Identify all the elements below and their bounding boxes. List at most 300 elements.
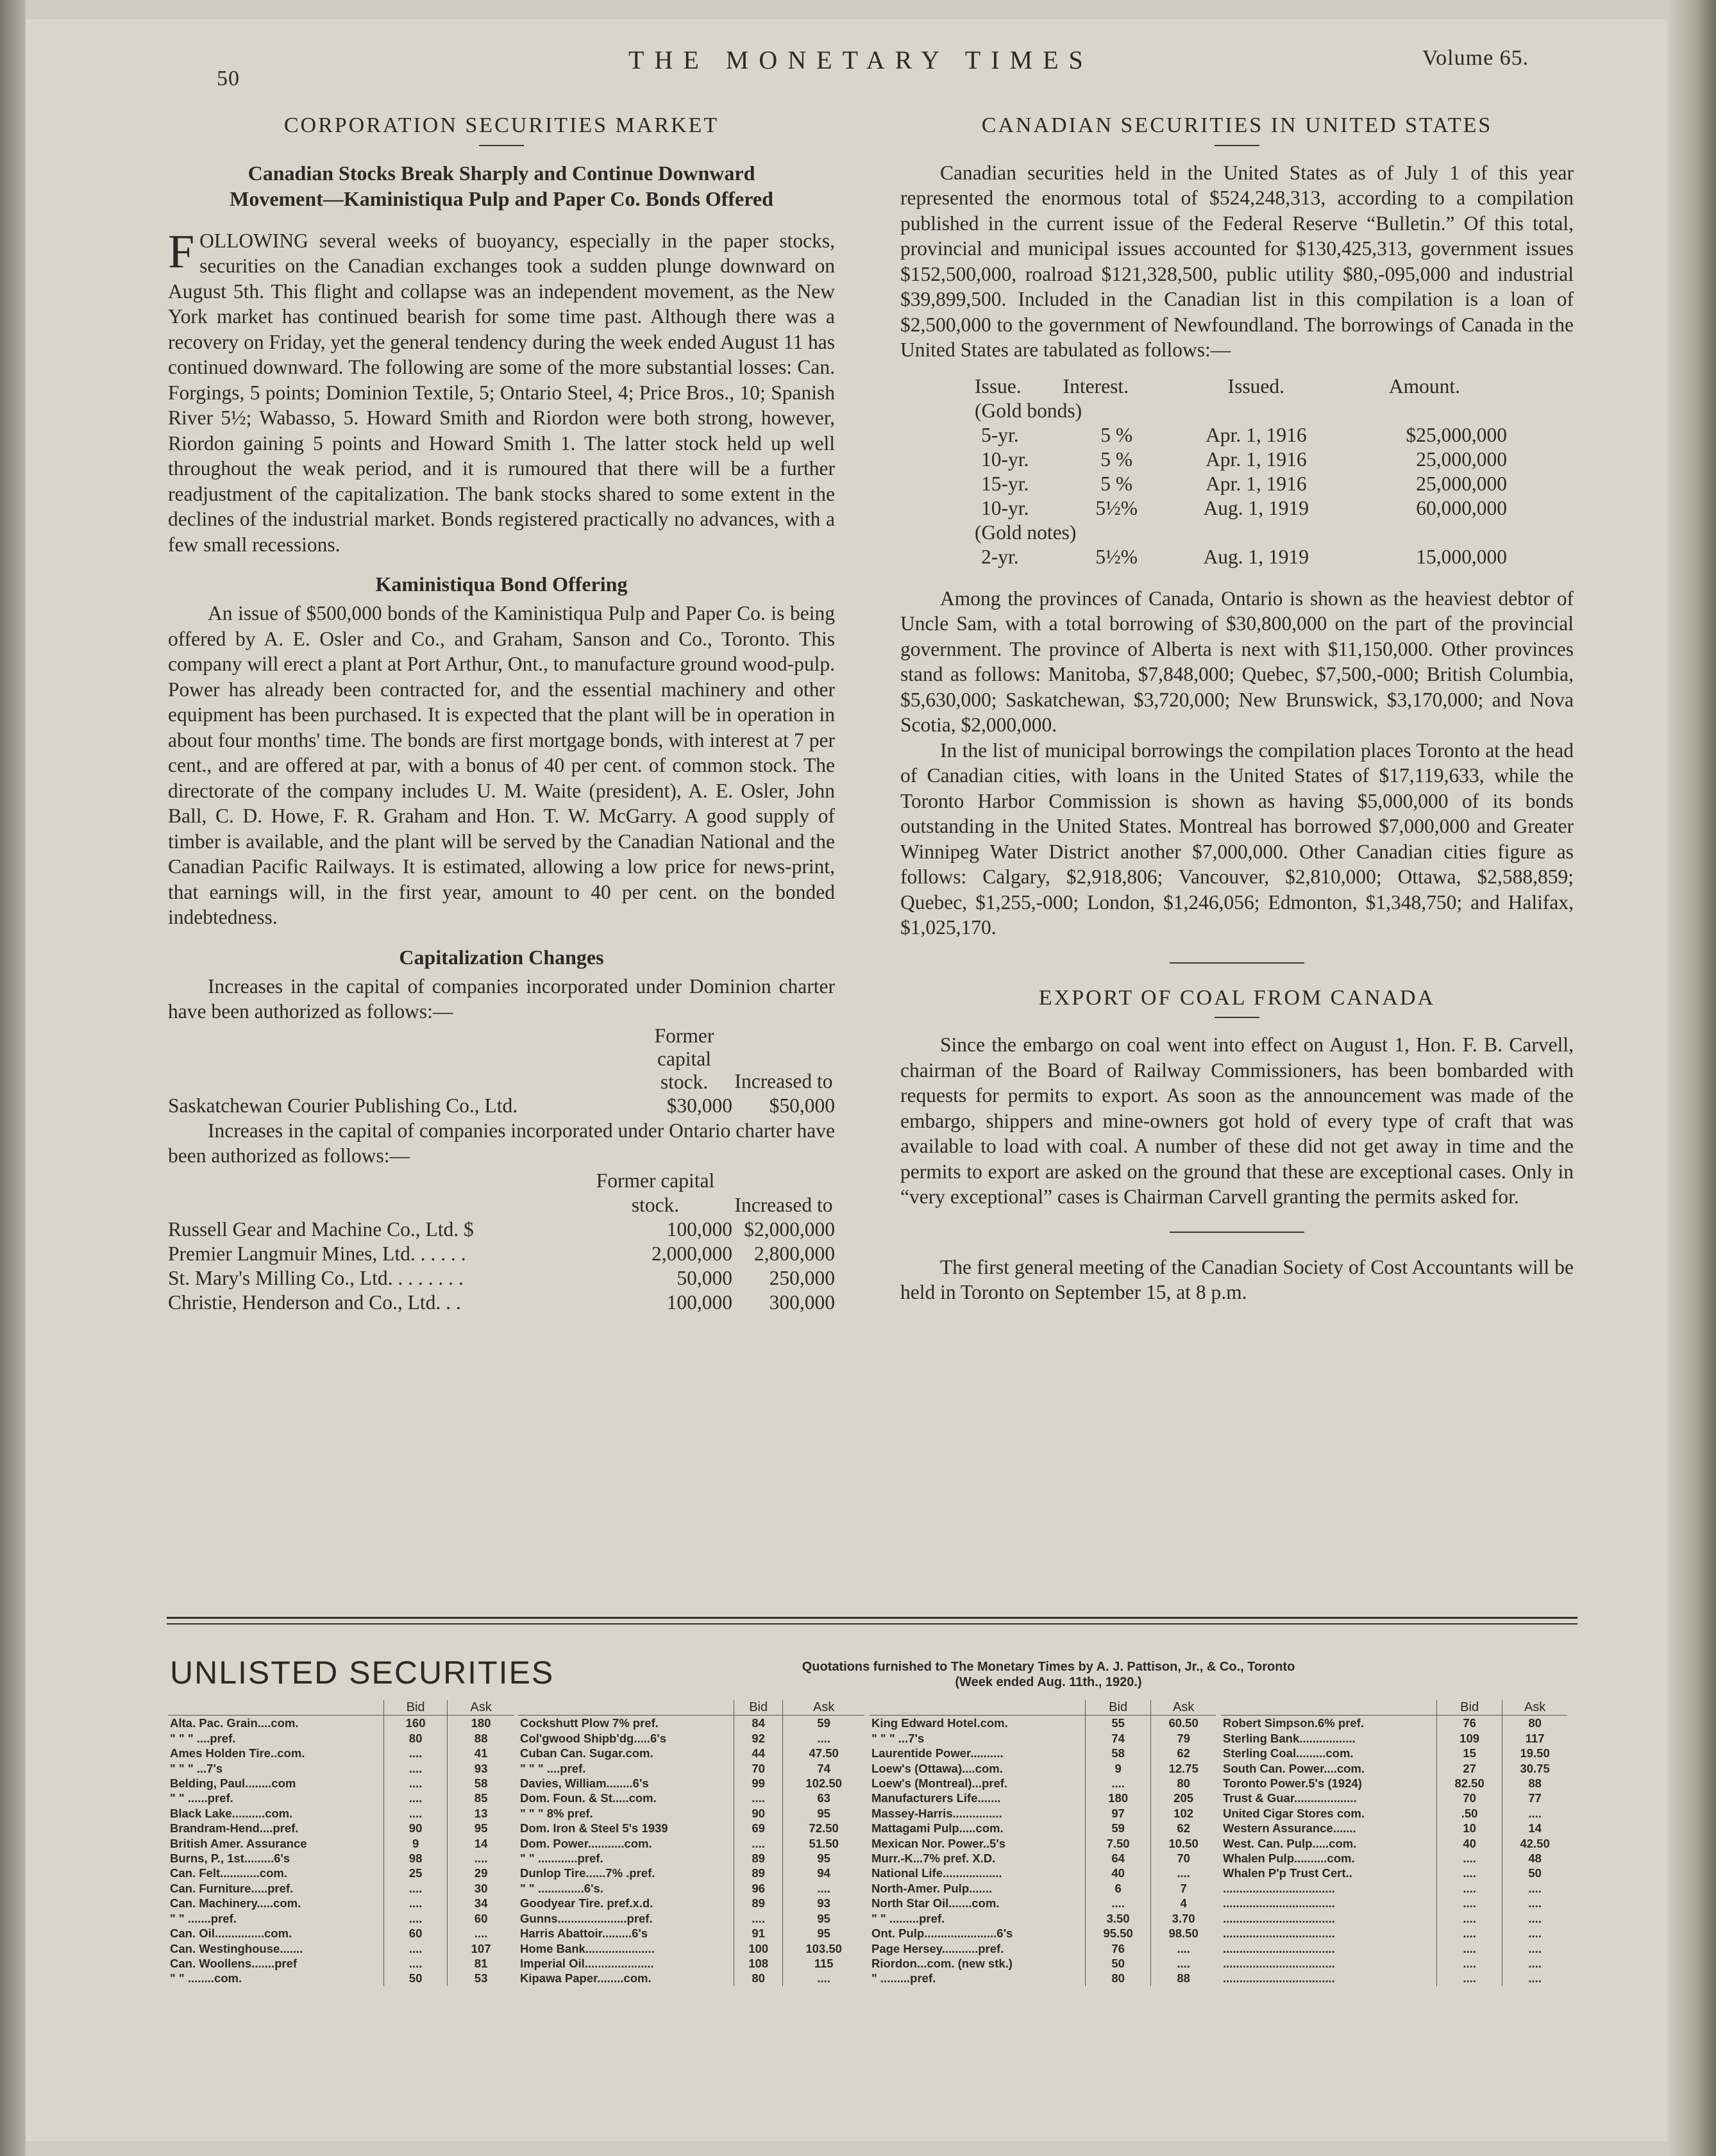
amount: 25,000,000 <box>1416 447 1507 471</box>
bid-value: 60 <box>384 1926 448 1941</box>
page-binding <box>0 0 26 2156</box>
col-head-bid: Bid <box>384 1700 448 1716</box>
bid-value: .... <box>384 1881 448 1896</box>
security-name: Loew's (Montreal)...pref. <box>871 1776 1008 1791</box>
quote-row <box>1221 1956 1567 1971</box>
col-head-bid: Bid <box>1437 1700 1502 1716</box>
ask-value: .... <box>1502 1971 1567 1985</box>
ask-value: 88 <box>1502 1776 1567 1791</box>
interest-rate: 5½% <box>1095 545 1138 568</box>
title-rule <box>479 145 524 146</box>
bid-value: 98 <box>384 1851 448 1866</box>
ask-value: 102 <box>1151 1806 1216 1821</box>
table-row <box>975 496 1507 521</box>
bid-value: 27 <box>1437 1761 1502 1776</box>
bid-value: 108 <box>734 1956 783 1971</box>
security-name: .................................. <box>1223 1941 1335 1955</box>
security-name: Ont. Pulp......................6's <box>871 1926 1013 1941</box>
drop-cap: F <box>168 225 195 278</box>
ask-value: 19.50 <box>1502 1746 1567 1760</box>
ask-value: 85 <box>448 1791 514 1805</box>
ask-value: 88 <box>1151 1971 1216 1985</box>
bid-value: 55 <box>1086 1716 1151 1731</box>
bid-value: 9 <box>384 1836 448 1851</box>
quote-row <box>870 1731 1216 1746</box>
security-name: Dom. Foun. & St.....com. <box>520 1791 657 1805</box>
bid-value: 109 <box>1437 1731 1502 1746</box>
quote-row <box>870 1821 1216 1835</box>
amount: 25,000,000 <box>1416 472 1507 495</box>
quote-row <box>518 1836 864 1851</box>
bid-value: 96 <box>734 1881 783 1896</box>
ask-value: 77 <box>1502 1791 1567 1805</box>
former-capital: 2,000,000 <box>652 1242 732 1265</box>
quote-row <box>870 1926 1216 1941</box>
security-name: Cuban Can. Sugar.com. <box>520 1746 653 1760</box>
quote-row <box>518 1866 864 1880</box>
article-paragraph: Since the embargo on coal went into effect on August 1, Hon. F. B. Carvell, chairman of the Board of Railway Commissioners, has been bombarded with requests for permits to export. As soon as the announcement was made of the embargo, shippers and mine-owners got hold of every type of craft that was available to load with coal. A number of these did not get away in time and the permits to export are asked on the ground that these are exceptional cases. Only in “very exceptional” cases is Chairman Carvell granting the permits asked for. <box>900 1033 1574 1208</box>
issue-term: 15-yr. <box>981 472 1029 495</box>
bid-value: .... <box>734 1791 783 1805</box>
security-name: " " ......pref. <box>170 1791 233 1805</box>
bid-value: 69 <box>734 1821 783 1835</box>
security-name: United Cigar Stores com. <box>1223 1806 1365 1820</box>
ask-value: 53 <box>448 1971 514 1985</box>
quote-row <box>518 1851 864 1866</box>
ask-value: 103.50 <box>783 1941 864 1956</box>
security-name: " " " ....pref. <box>170 1731 236 1745</box>
bid-value: 82.50 <box>1437 1776 1502 1791</box>
double-rule-bottom <box>167 1623 1577 1625</box>
ask-value: .... <box>1502 1806 1567 1821</box>
ask-value: 93 <box>448 1761 514 1776</box>
quote-row <box>518 1716 864 1731</box>
increased-capital: 300,000 <box>769 1291 835 1314</box>
bid-value: 180 <box>1086 1791 1151 1805</box>
quote-row <box>1221 1716 1567 1731</box>
double-rule-top <box>167 1617 1577 1619</box>
security-name: .................................. <box>1223 1881 1335 1895</box>
bid-value: 74 <box>1086 1731 1151 1746</box>
security-name: " " " 8% pref. <box>520 1806 593 1820</box>
bid-value: 89 <box>734 1866 783 1880</box>
former-capital: 50,000 <box>677 1266 732 1289</box>
security-name: West. Can. Pulp.....com. <box>1223 1836 1357 1850</box>
security-name: Dom. Iron & Steel 5's 1939 <box>520 1821 668 1835</box>
col-head-bid: Bid <box>1086 1700 1151 1716</box>
quote-row <box>518 1776 864 1791</box>
former-capital: 100,000 <box>666 1217 732 1241</box>
ask-value: 14 <box>1502 1821 1567 1835</box>
quote-row <box>168 1761 514 1776</box>
bid-value: .... <box>384 1806 448 1821</box>
security-name: " " " ....pref. <box>520 1761 586 1775</box>
ask-value: .... <box>1502 1956 1567 1971</box>
security-name: Trust & Guar................... <box>1223 1791 1357 1805</box>
security-name: North-Amer. Pulp....... <box>871 1881 993 1895</box>
col-head-ask: Ask <box>783 1700 864 1716</box>
security-name: Massey-Harris............... <box>871 1806 1002 1820</box>
security-name: " .........pref. <box>871 1971 936 1985</box>
table-row <box>168 1266 835 1291</box>
security-name: .................................. <box>1223 1956 1335 1970</box>
bid-value: 6 <box>1086 1881 1151 1896</box>
article-paragraph: Among the provinces of Canada, Ontario is shown as the heaviest debtor of Uncle Sam, with a total borrowing of $30,800,000 on the part of the provincial government. The province of Alberta is next with $11,150,000. Other provinces stand as follows: Manitoba, $7,848,000; Quebec, $7,500,-000; British Columbia, $5,630,000; Saskatchewan, $3,720,000; New Brunswick, $3,170,000; and Nova Scotia, $2,000,000. <box>900 587 1574 736</box>
bid-value: 89 <box>734 1896 783 1910</box>
bid-value: .... <box>384 1791 448 1805</box>
ask-value: .... <box>1502 1896 1567 1910</box>
ontario-capital-table <box>168 1169 835 1315</box>
company-name: Premier Langmuir Mines, Ltd. . . . . . <box>168 1242 466 1265</box>
quote-row <box>870 1791 1216 1805</box>
col-head-increased: Increased to <box>734 1193 833 1216</box>
security-name: " " " ...7's <box>871 1731 925 1745</box>
quote-row <box>1221 1926 1567 1941</box>
article-paragraph: In the list of municipal borrowings the compilation places Toronto at the head of Canadian cities, with loans in the United States of $17,119,633, while the Toronto Harbor Commission is shown as having $5,000,000 of its bonds outstanding in the United States. Montreal has borrowed $7,000,000 and Greater Winnipeg Water District another $7,000,000. Other Canadian cities figure as follows: Calgary, $2,918,806; Vancouver, $2,810,000; Ottawa, $2,588,859; Quebec, $1,255,-000; London, $1,246,056; Edmonton, $1,348,750; and Halifax, $1,025,170. <box>900 739 1574 939</box>
interest-rate: 5 % <box>1100 447 1133 471</box>
bid-value: .... <box>384 1911 448 1926</box>
security-name: Robert Simpson.6% pref. <box>1223 1716 1364 1730</box>
col-head-former: Former capital stock. <box>654 1024 714 1093</box>
security-name: Dom. Power...........com. <box>520 1836 652 1850</box>
quote-row <box>168 1911 514 1926</box>
table-row <box>168 1291 835 1315</box>
quote-row <box>168 1791 514 1805</box>
table-row <box>975 423 1507 447</box>
bid-value: 40 <box>1437 1836 1502 1851</box>
bid-value: 59 <box>1086 1821 1151 1835</box>
quote-row <box>1221 1791 1567 1805</box>
bid-value: 40 <box>1086 1866 1151 1880</box>
quote-row <box>168 1881 514 1896</box>
col-head-bid: Bid <box>734 1700 783 1716</box>
ask-value: 70 <box>1151 1851 1216 1866</box>
quote-row <box>870 1776 1216 1791</box>
col-head-ask: Ask <box>1151 1700 1216 1716</box>
quote-row <box>168 1836 514 1851</box>
quote-row <box>518 1821 864 1835</box>
bid-value: 64 <box>1086 1851 1151 1866</box>
article-paragraph: Canadian securities held in the United States as of July 1 of this year represented the enormous total of $524,248,313, according to a compilation published in the current issue of the Federal Reserve “Bulletin.” Of this total, provincial and municipal issues accounted for $130,425,313, government issues $152,500,000, roalroad $121,328,500, public utility $80,-095,000 and industrial $39,899,500. Included in the Canadian list in this compilation is a loan of $2,500,000 to the government of Newfoundland. The borrowings of Canada in the United States are tabulated as follows:— <box>900 161 1574 361</box>
table-row <box>975 447 1507 472</box>
bid-value: 92 <box>734 1731 783 1746</box>
us-borrowings-table <box>975 374 1507 569</box>
issue-date: Apr. 1, 1916 <box>1206 447 1307 471</box>
unlisted-securities-title: UNLISTED SECURITIES <box>170 1655 555 1691</box>
ask-value: 30 <box>448 1881 514 1896</box>
col-head-issued: Issued. <box>1227 374 1284 397</box>
increased-capital: 2,800,000 <box>754 1242 835 1265</box>
security-name: .................................. <box>1223 1911 1335 1925</box>
interest-rate: 5 % <box>1100 423 1133 446</box>
ask-value: 94 <box>783 1866 864 1880</box>
section-divider <box>1170 1232 1304 1233</box>
ask-value: 29 <box>448 1866 514 1880</box>
security-name: " " ..............6's. <box>520 1881 603 1895</box>
ask-value: 80 <box>1502 1716 1567 1731</box>
quote-row <box>870 1911 1216 1926</box>
quote-row <box>168 1926 514 1941</box>
page-number: 50 <box>217 67 240 90</box>
security-name: " " ............pref. <box>520 1851 603 1866</box>
increased-capital: $50,000 <box>769 1094 835 1117</box>
quotes-table-1 <box>168 1700 514 1986</box>
quote-row <box>168 1956 514 1971</box>
col-head-former: Former capital stock. <box>596 1169 715 1216</box>
left-column <box>168 113 835 1315</box>
quote-row <box>1221 1866 1567 1880</box>
quote-row <box>870 1806 1216 1821</box>
ask-value: 41 <box>448 1746 514 1760</box>
article-paragraph: Increases in the capital of companies incorporated under Dominion charter have been authorized as follows:— <box>168 974 835 1023</box>
ask-value: 13 <box>448 1806 514 1821</box>
quotation-week: (Week ended Aug. 11th., 1920.) <box>955 1675 1142 1689</box>
ask-value: 59 <box>783 1716 864 1731</box>
table-header-row <box>975 374 1507 399</box>
bid-value: 84 <box>734 1716 783 1731</box>
security-name: Page Hersey...........pref. <box>871 1941 1004 1955</box>
bid-value: 80 <box>1086 1971 1151 1985</box>
quote-row <box>1221 1941 1567 1956</box>
quote-row <box>1221 1806 1567 1821</box>
ask-value: 88 <box>448 1731 514 1746</box>
article-paragraph: An issue of $500,000 bonds of the Kaministiqua Pulp and Paper Co. is being offered by A. E. Osler and Co., and Graham, Sanson and Co., Toronto. This company will erect a plant at Port Arthur, Ont., to manufacture ground wood-pulp. Power has already been contracted for, and the essential machinery and other equipment has been purchased. It is expected that the plant will be in operation in about four months' time. The bonds are first mortgage bonds, with interest at 7 per cent., and are offered at par, with a bonus of 40 per cent. of common stock. The directorate of the company includes U. M. Waite (president), A. E. Osler, John Ball, C. D. Howe, F. R. Graham and Hon. T. W. McGarry. A good supply of timber is available, and the plant will be served by the Canadian National and the Canadian Pacific Railways. It is estimated, allowing a low price for news-print, that earnings will, in the first year, amount to 40 per cent. on the bonded indebtedness. <box>168 602 835 928</box>
bid-value: 90 <box>384 1821 448 1835</box>
amount: 15,000,000 <box>1416 545 1507 568</box>
bid-value: .... <box>734 1836 783 1851</box>
section-title-corporation: CORPORATION SECURITIES MARKET <box>283 113 719 137</box>
security-name: .................................. <box>1223 1896 1335 1910</box>
ask-value: 48 <box>1502 1851 1567 1866</box>
ask-value: .... <box>783 1971 864 1985</box>
security-name: Sterling Bank................. <box>1223 1731 1356 1745</box>
security-name: Burns, P., 1st.........6's <box>170 1851 290 1866</box>
ask-value: .... <box>1502 1881 1567 1896</box>
ask-value: 98.50 <box>1151 1926 1216 1941</box>
quote-row <box>168 1776 514 1791</box>
quote-row <box>518 1731 864 1746</box>
ask-value: 102.50 <box>783 1776 864 1791</box>
bid-value: 10 <box>1437 1821 1502 1835</box>
quote-row <box>518 1941 864 1956</box>
quote-row <box>168 1971 514 1985</box>
quote-row <box>1221 1971 1567 1985</box>
security-name: Whalen P'p Trust Cert.. <box>1223 1866 1352 1880</box>
interest-rate: 5 % <box>1100 472 1133 495</box>
quote-row <box>518 1926 864 1941</box>
ask-value: .... <box>1151 1866 1216 1880</box>
ask-value: .... <box>1151 1956 1216 1971</box>
quote-row <box>168 1716 514 1731</box>
security-name: National Life.................. <box>871 1866 1002 1880</box>
bid-value: .... <box>1437 1881 1502 1896</box>
security-name: Can. Machinery.....com. <box>170 1896 301 1910</box>
issue-term: 5-yr. <box>981 423 1019 446</box>
quote-row <box>870 1941 1216 1956</box>
issue-date: Aug. 1, 1919 <box>1203 545 1309 568</box>
ask-value: 42.50 <box>1502 1836 1567 1851</box>
quote-row <box>168 1896 514 1910</box>
ask-value: 58 <box>448 1776 514 1791</box>
bid-value: .... <box>1437 1956 1502 1971</box>
security-name: Gunns.....................pref. <box>520 1911 653 1925</box>
quote-row <box>1221 1881 1567 1896</box>
security-name: Harris Abattoir.........6's <box>520 1926 648 1941</box>
security-name: " " .......pref. <box>170 1911 237 1925</box>
ask-value: 117 <box>1502 1731 1567 1746</box>
table-row <box>975 545 1507 569</box>
ask-value: 47.50 <box>783 1746 864 1760</box>
masthead-title: THE MONETARY TIMES <box>628 46 1093 74</box>
bid-value: 44 <box>734 1746 783 1760</box>
security-name: .................................. <box>1223 1926 1335 1941</box>
bid-value: .... <box>384 1956 448 1971</box>
issue-term: 2-yr. <box>981 545 1019 568</box>
ask-value: .... <box>448 1851 514 1866</box>
security-name: Goodyear Tire. pref.x.d. <box>520 1896 653 1910</box>
ask-value: 95 <box>448 1821 514 1835</box>
quote-row <box>1221 1776 1567 1791</box>
security-name: Can. Felt............com. <box>170 1866 287 1880</box>
bid-value: .... <box>384 1941 448 1956</box>
bid-value: 160 <box>384 1716 448 1731</box>
issue-date: Apr. 1, 1916 <box>1206 472 1307 495</box>
security-name: Dunlop Tire......7% .pref. <box>520 1866 655 1880</box>
col-head-amount: Amount. <box>1388 374 1461 397</box>
security-name: Toronto Power.5's (1924) <box>1223 1776 1362 1791</box>
security-name: South Can. Power....com. <box>1223 1761 1365 1775</box>
volume-label: Volume 65. <box>1422 46 1529 70</box>
quote-row <box>168 1941 514 1956</box>
bid-value: 80 <box>384 1731 448 1746</box>
security-name: Whalen Pulp..........com. <box>1223 1851 1355 1866</box>
quote-row <box>518 1971 864 1985</box>
security-name: Sterling Coal.........com. <box>1223 1746 1354 1760</box>
security-name: Manufacturers Life....... <box>871 1791 1001 1805</box>
bid-value: 97 <box>1086 1806 1151 1821</box>
title-rule <box>1215 145 1259 146</box>
amount: $25,000,000 <box>1406 423 1507 446</box>
security-name: Col'gwood Shipb'dg.....6's <box>520 1731 666 1745</box>
article-subtitle: Canadian Stocks Break Sharply and Continue Downward Movement—Kaministiqua Pulp and Paper Co. Bonds Offered <box>230 161 773 210</box>
security-name: Loew's (Ottawa)....com. <box>871 1761 1003 1775</box>
ask-value: 180 <box>448 1716 514 1731</box>
interest-rate: 5½% <box>1095 496 1138 519</box>
quote-row <box>1221 1821 1567 1835</box>
quote-row <box>870 1746 1216 1760</box>
bid-value: 80 <box>734 1971 783 1985</box>
quote-row <box>870 1836 1216 1851</box>
col-head-ask: Ask <box>1502 1700 1567 1716</box>
bid-value: 76 <box>1086 1941 1151 1956</box>
bid-value: 95.50 <box>1086 1926 1151 1941</box>
quote-row <box>518 1791 864 1805</box>
quote-row <box>168 1746 514 1760</box>
quote-row <box>870 1851 1216 1866</box>
article-paragraph: The first general meeting of the Canadian Society of Cost Accountants will be held in Toronto on September 15, at 8 p.m. <box>900 1255 1574 1303</box>
bid-value: 91 <box>734 1926 783 1941</box>
bid-value: 90 <box>734 1806 783 1821</box>
ask-value: 50 <box>1502 1866 1567 1880</box>
security-name: " " " ...7's <box>170 1761 223 1775</box>
ask-value: .... <box>783 1731 864 1746</box>
bid-value: .... <box>1437 1971 1502 1985</box>
quote-row <box>518 1881 864 1896</box>
bid-value: .... <box>1086 1896 1151 1910</box>
bid-value: 70 <box>734 1761 783 1776</box>
ask-value: 3.70 <box>1151 1911 1216 1926</box>
ask-value: 60.50 <box>1151 1716 1216 1731</box>
quote-row <box>518 1746 864 1760</box>
security-name: Davies, William........6's <box>520 1776 649 1791</box>
security-name: King Edward Hotel.com. <box>871 1716 1008 1730</box>
col-head-issue: Issue. <box>975 374 1022 397</box>
company-name: St. Mary's Milling Co., Ltd. . . . . . . . <box>168 1266 464 1289</box>
quote-row <box>870 1761 1216 1776</box>
group-label-gold-notes: (Gold notes) <box>975 521 1077 544</box>
quotes-table-3 <box>870 1700 1216 1986</box>
quote-row <box>168 1851 514 1866</box>
increased-capital: $2,000,000 <box>744 1217 835 1241</box>
security-name: Alta. Pac. Grain....com. <box>170 1716 299 1730</box>
increased-capital: 250,000 <box>769 1266 835 1289</box>
company-name: Christie, Henderson and Co., Ltd. . . <box>168 1291 461 1314</box>
ask-value: .... <box>1151 1941 1216 1956</box>
quote-row <box>518 1911 864 1926</box>
ask-value: 115 <box>783 1956 864 1971</box>
bid-value: .... <box>1437 1896 1502 1910</box>
subheading-kaministiqua: Kaministiqua Bond Offering <box>375 572 628 596</box>
quote-row <box>870 1866 1216 1880</box>
bid-value: 58 <box>1086 1746 1151 1760</box>
right-column <box>900 113 1574 1305</box>
bid-value: 25 <box>384 1866 448 1880</box>
quote-row <box>168 1731 514 1746</box>
bid-value: 50 <box>384 1971 448 1985</box>
quote-row <box>168 1806 514 1821</box>
ask-value: 60 <box>448 1911 514 1926</box>
quote-row <box>518 1896 864 1910</box>
ask-value: 74 <box>783 1761 864 1776</box>
security-name: " " .........pref. <box>871 1911 945 1925</box>
article-paragraph: Increases in the capital of companies incorporated under Ontario charter have been authorized as follows:— <box>168 1119 835 1167</box>
group-label-gold-bonds: (Gold bonds) <box>975 399 1082 422</box>
ask-value: 95 <box>783 1851 864 1866</box>
ask-value: 30.75 <box>1502 1761 1567 1776</box>
quotation-note <box>680 1659 1417 1690</box>
issue-date: Apr. 1, 1916 <box>1206 423 1307 446</box>
ask-value: 7 <box>1151 1881 1216 1896</box>
former-capital: 100,000 <box>666 1291 732 1314</box>
table-row <box>975 472 1507 496</box>
quote-row <box>870 1896 1216 1910</box>
issue-date: Aug. 1, 1919 <box>1203 496 1309 519</box>
security-name: Mexican Nor. Power..5's <box>871 1836 1006 1850</box>
bid-value: .... <box>384 1776 448 1791</box>
ask-value: .... <box>1502 1911 1567 1926</box>
bid-value: 89 <box>734 1851 783 1866</box>
security-name: .................................. <box>1223 1971 1335 1985</box>
dominion-capital-table <box>168 1024 835 1118</box>
quote-row <box>518 1806 864 1821</box>
bid-value: .... <box>384 1896 448 1910</box>
ask-value: 107 <box>448 1941 514 1956</box>
col-head-interest: Interest. <box>1063 374 1129 397</box>
ask-value: .... <box>1502 1941 1567 1956</box>
table-row <box>168 1242 835 1266</box>
section-title-coal-export: EXPORT OF COAL FROM CANADA <box>1038 985 1436 1010</box>
security-name: Kipawa Paper........com. <box>520 1971 652 1985</box>
